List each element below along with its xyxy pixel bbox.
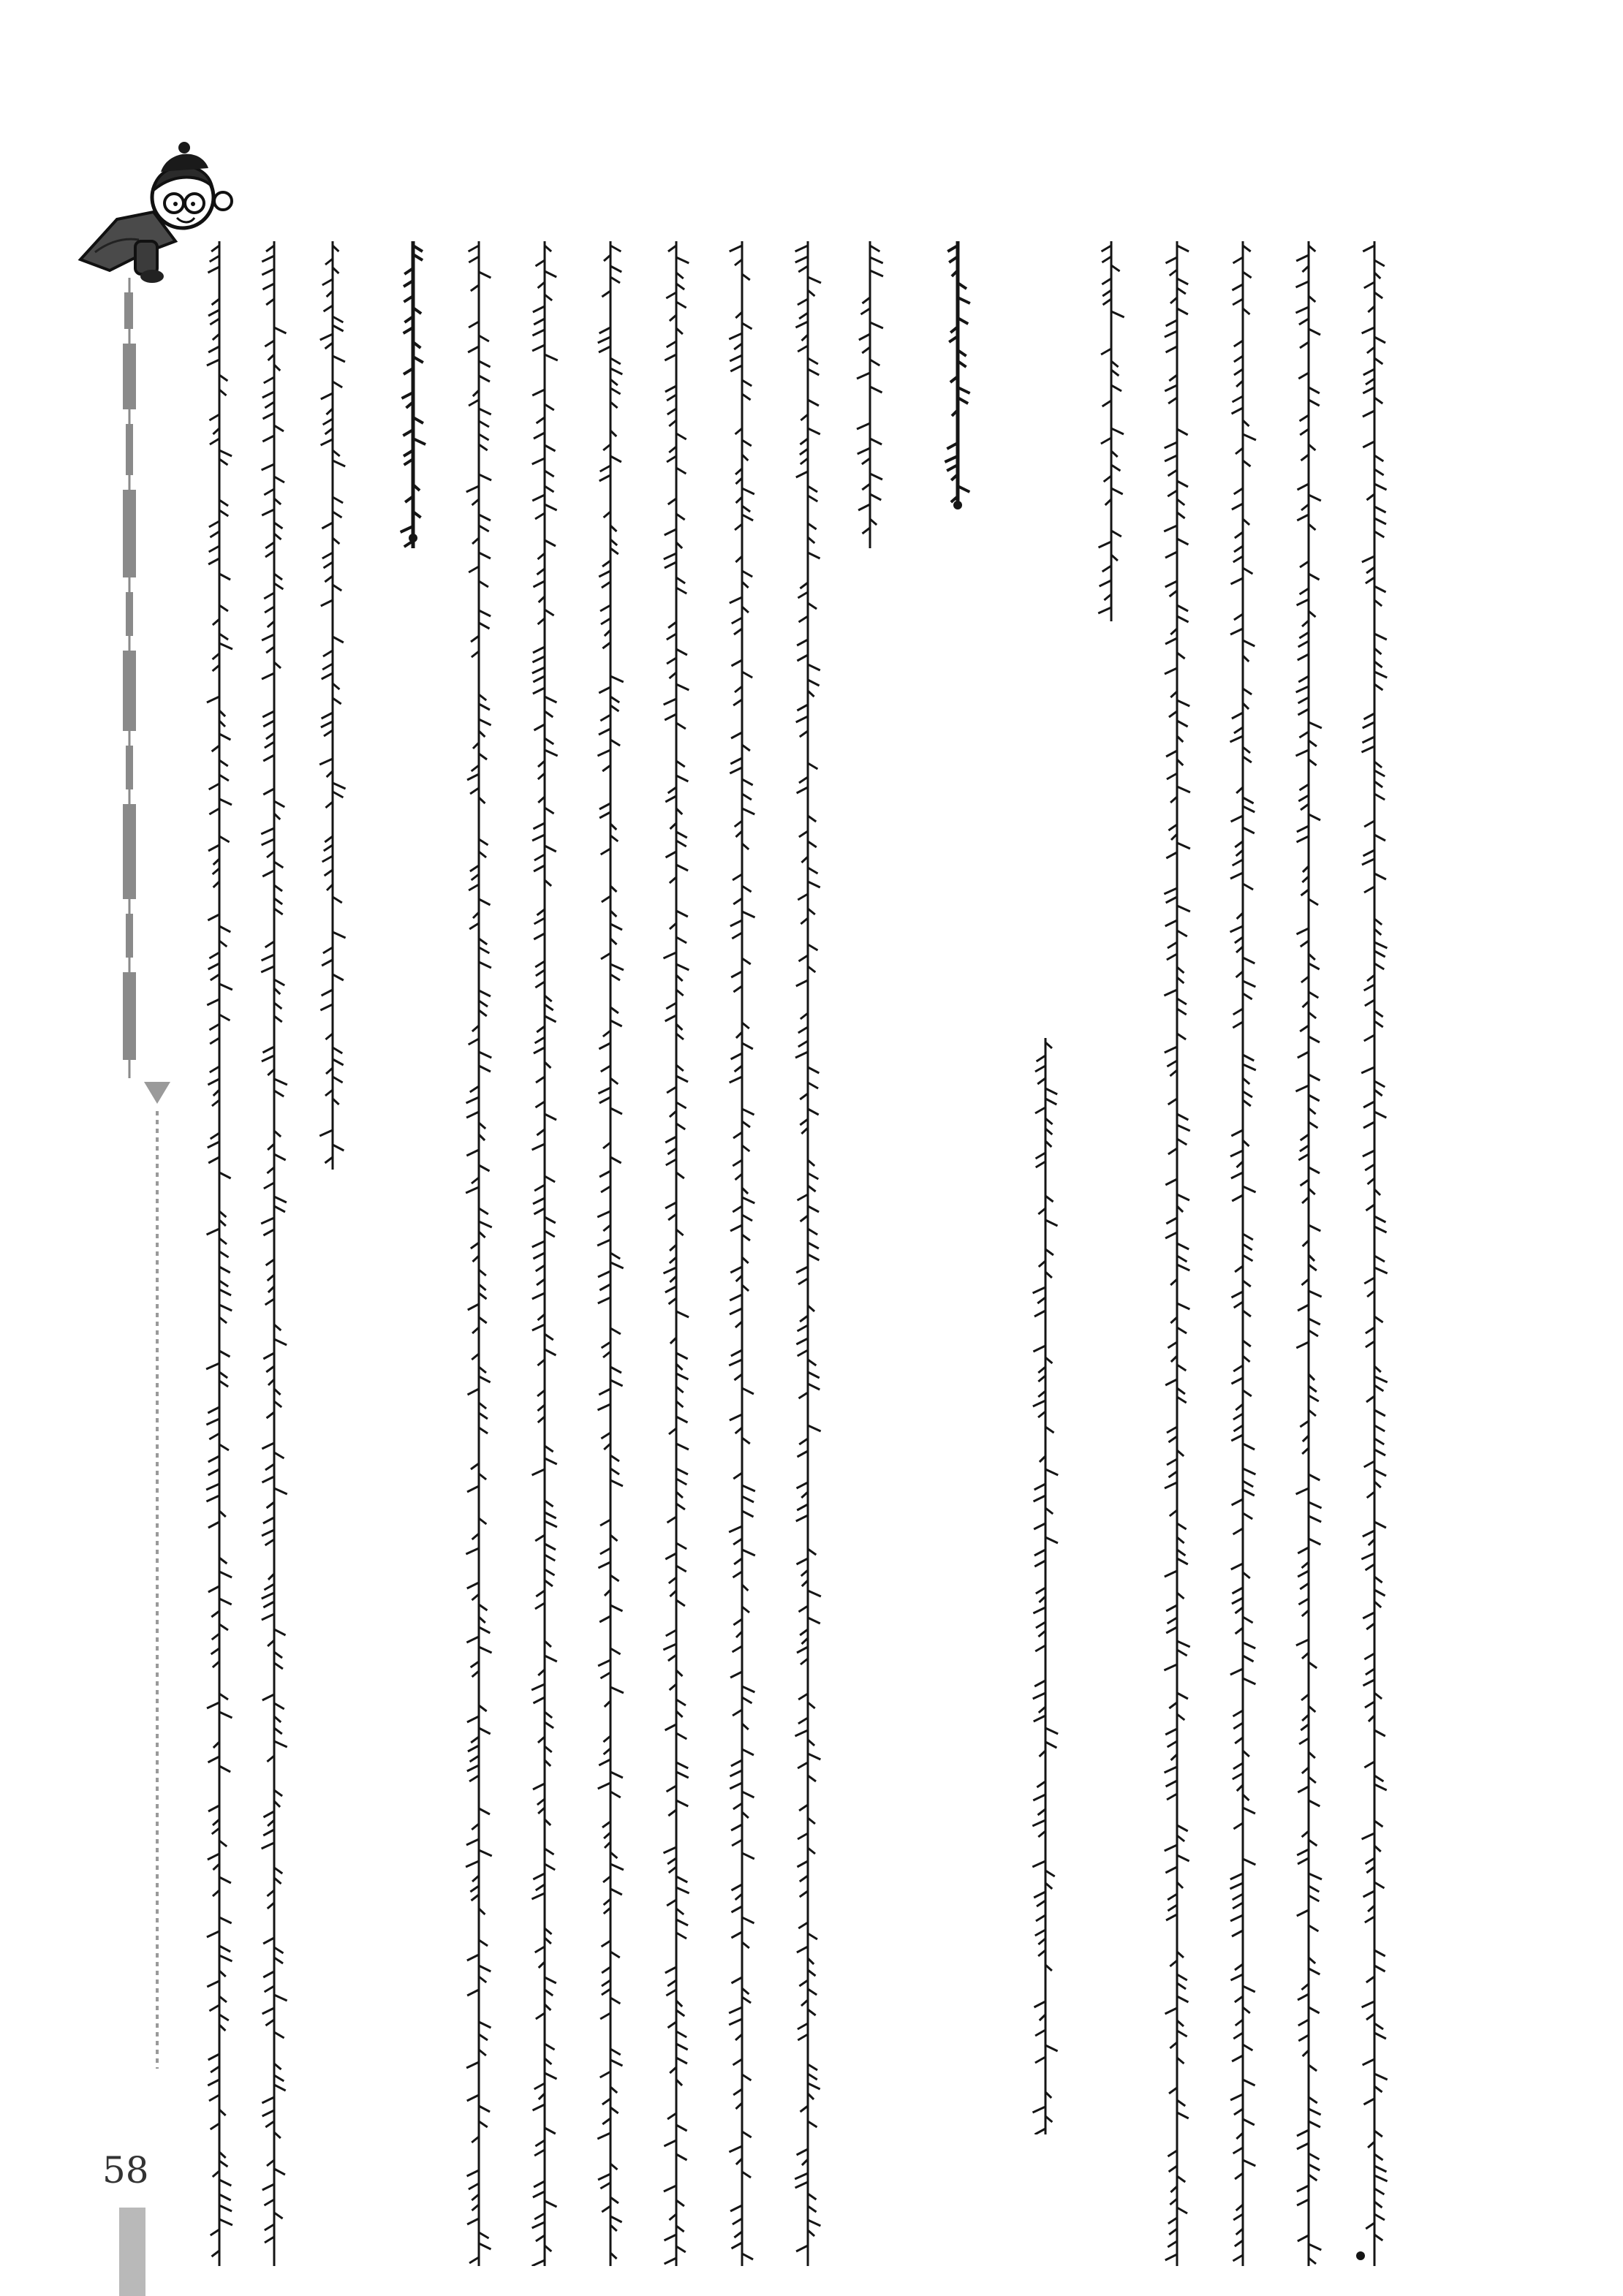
header-dotted-rule [156,1111,159,2069]
running-header-text [117,1082,118,1083]
bullet-icon [1356,2251,1365,2260]
text-column-paragraph-2 [790,241,825,2266]
text-column-paragraph-1 [1094,241,1129,621]
text-column-paragraph-1 [1159,241,1195,2266]
text-column-paragraph-1 [1357,241,1392,2266]
text-column-paragraph-2 [593,241,628,2266]
text-column-paragraph-2 [659,241,694,2266]
header-script-drawing [117,278,142,1082]
text-column-paragraph-2 [852,241,888,548]
bullet-icon [953,501,962,509]
mascot-illustration [66,132,241,285]
text-column-heading-2 [396,241,431,548]
poem-line [0,0,1,1]
text-column-paragraph-2 [725,241,760,2266]
bullet-icon [409,534,417,542]
text-column-quote-line [1028,1038,1063,2134]
text-column-paragraph-1 [1291,241,1326,2266]
text-column-heading-1 [940,241,975,504]
text-column-paragraph-2 [527,241,562,2266]
text-column-poem [257,241,292,2266]
text-column-paragraph-2 [461,241,496,2266]
header-arrow-icon [144,1082,170,1104]
text-column-paragraph-1 [1225,241,1260,2266]
text-column-poem [202,241,237,2266]
running-header [117,278,142,1082]
page-edge-tab [119,2208,145,2296]
text-column-poem [315,241,350,1170]
page-number: 58 [102,2149,149,2191]
